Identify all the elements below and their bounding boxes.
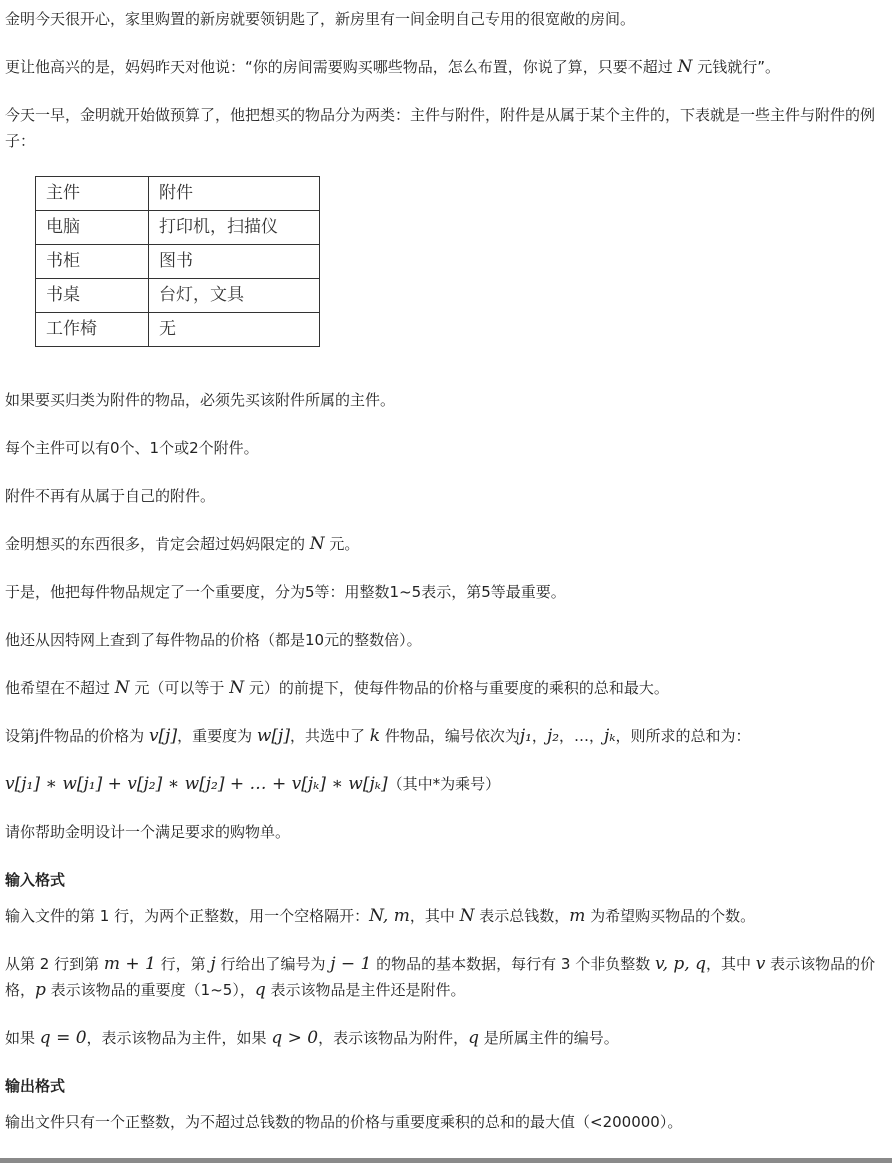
text: ，	[531, 727, 547, 745]
math-expression: N	[229, 678, 245, 698]
table-cell: 图书	[149, 245, 320, 279]
text: ，…，	[559, 727, 605, 745]
math-expression: q	[468, 1028, 479, 1048]
text: ，表示该物品为附件，	[318, 1029, 469, 1047]
text: 每个主件可以有0个、1个或2个附件。	[5, 439, 259, 457]
table-cell: 打印机，扫描仪	[149, 211, 320, 245]
table-cell: 电脑	[36, 211, 149, 245]
text: 从第 2 行到第	[5, 955, 104, 973]
text: 表示总钱数，	[474, 907, 570, 925]
math-expression: q	[254, 980, 266, 1000]
math-expression: j	[210, 954, 216, 974]
paragraph	[5, 483, 885, 509]
math-expression: w[j]	[256, 726, 290, 746]
table-row	[36, 211, 320, 245]
paragraph	[5, 627, 885, 653]
text: ，其中	[705, 955, 756, 973]
items-table	[35, 176, 320, 347]
math-expression: N, m	[369, 906, 410, 926]
paragraph	[5, 819, 885, 845]
math-expression: j₂	[546, 726, 560, 746]
horizontal-scrollbar[interactable]	[0, 1158, 892, 1163]
text: 附件不再有从属于自己的附件。	[5, 487, 216, 505]
section-heading: 输出格式	[5, 1077, 66, 1095]
text: 输出文件只有一个正整数，为不超过总钱数的物品的价格与重要度乘积的总和的最大值（<200000）。	[5, 1113, 683, 1131]
paragraph	[5, 675, 885, 701]
math-expression: N	[114, 678, 130, 698]
math-expression: q = 0	[39, 1028, 87, 1048]
text: 他希望在不超过	[5, 679, 115, 697]
text: （其中*为乘号）	[387, 775, 501, 793]
text: ，则所求的总和为：	[615, 727, 751, 745]
paragraph	[5, 903, 885, 929]
math-expression: v	[755, 954, 766, 974]
math-expression: N	[309, 534, 325, 554]
text: 如果	[5, 1029, 40, 1047]
text: 输入文件的第 1 行，为两个正整数，用一个空格隔开：	[5, 907, 370, 925]
math-expression: v[j]	[148, 726, 178, 746]
text: 表示该物品是主件还是附件。	[265, 981, 466, 999]
problem-statement	[5, 6, 885, 1157]
text: 今天一早，金明就开始做预算了，他把想买的物品分为两类：主件与附件，附件是从属于某个主件的，下表就是一些主件与附件的例子：	[5, 106, 876, 150]
math-expression: p	[35, 980, 46, 1000]
rules-paragraphs	[5, 387, 885, 1135]
text: 表示该物品的重要度（1~5），	[45, 981, 255, 999]
table-cell: 无	[149, 313, 320, 347]
math-expression: m	[569, 906, 586, 926]
header-cell: 附件	[149, 177, 320, 211]
paragraph	[5, 102, 885, 154]
text: 是所属主件的编号。	[478, 1029, 619, 1047]
paragraph	[5, 951, 885, 1003]
paragraph	[5, 387, 885, 413]
table-header-row	[36, 177, 320, 211]
math-expression: N	[459, 906, 475, 926]
math-expression: v, p, q	[655, 954, 706, 974]
math-expression: j₁	[519, 726, 532, 746]
text: 元钱就行”。	[692, 58, 780, 76]
text: ，其中	[409, 907, 460, 925]
table-row	[36, 279, 320, 313]
table-row	[36, 313, 320, 347]
math-expression: m + 1	[103, 954, 156, 974]
text: 件物品，编号依次为	[380, 727, 520, 745]
math-expression: v[j₁] ∗ w[j₁] + v[j₂] ∗ w[j₂] + … + v[jₖ] ∗ w[jₖ]	[5, 774, 388, 794]
paragraph	[5, 723, 885, 749]
paragraph	[5, 771, 885, 797]
text: 设第j件物品的价格为	[5, 727, 149, 745]
paragraph	[5, 579, 885, 605]
text: ，重要度为	[177, 727, 257, 745]
paragraph	[5, 6, 885, 32]
math-expression: N	[677, 57, 693, 77]
text: 于是，他把每件物品规定了一个重要度，分为5等：用整数1~5表示，第5等最重要。	[5, 583, 566, 601]
math-expression: k	[369, 726, 381, 746]
paragraph	[5, 531, 885, 557]
math-expression: q > 0	[271, 1028, 319, 1048]
text: 元（可以等于	[129, 679, 230, 697]
text: 更让他高兴的是，妈妈昨天对他说：“你的房间需要购买哪些物品，怎么布置，你说了算，只要不超过	[5, 58, 678, 76]
paragraph	[5, 1025, 885, 1051]
section-heading: 输入格式	[5, 871, 66, 889]
text: ，表示该物品为主件，如果	[86, 1029, 272, 1047]
text: 金明想买的东西很多，肯定会超过妈妈限定的	[5, 535, 310, 553]
text: 请你帮助金明设计一个满足要求的购物单。	[5, 823, 291, 841]
paragraph	[5, 1109, 885, 1135]
text: 如果要买归类为附件的物品，必须先买该附件所属的主件。	[5, 391, 396, 409]
table-cell: 工作椅	[36, 313, 149, 347]
table-cell: 书柜	[36, 245, 149, 279]
text: 金明今天很开心，家里购置的新房就要领钥匙了，新房里有一间金明自己专用的很宽敞的房间。	[5, 10, 636, 28]
intro-paragraphs	[5, 6, 885, 154]
paragraph	[5, 54, 885, 80]
text: ，共选中了	[289, 727, 370, 745]
text: 他还从因特网上查到了每件物品的价格（都是10元的整数倍）。	[5, 631, 422, 649]
table-row	[36, 245, 320, 279]
text: 元）的前提下，使每件物品的价格与重要度的乘积的总和最大。	[244, 679, 669, 697]
math-expression: jₖ	[604, 726, 616, 746]
table-cell: 书桌	[36, 279, 149, 313]
text: 元。	[324, 535, 360, 553]
paragraph	[5, 435, 885, 461]
text: 表示该物品的价格，	[5, 955, 876, 999]
text: 为希望购买物品的个数。	[585, 907, 756, 925]
text: 的物品的基本数据，每行有 3 个非负整数	[371, 955, 655, 973]
text: 行给出了编号为	[215, 955, 331, 973]
header-cell: 主件	[36, 177, 149, 211]
math-expression: j − 1	[330, 954, 372, 974]
table-cell: 台灯，文具	[149, 279, 320, 313]
text: 行，第	[155, 955, 211, 973]
